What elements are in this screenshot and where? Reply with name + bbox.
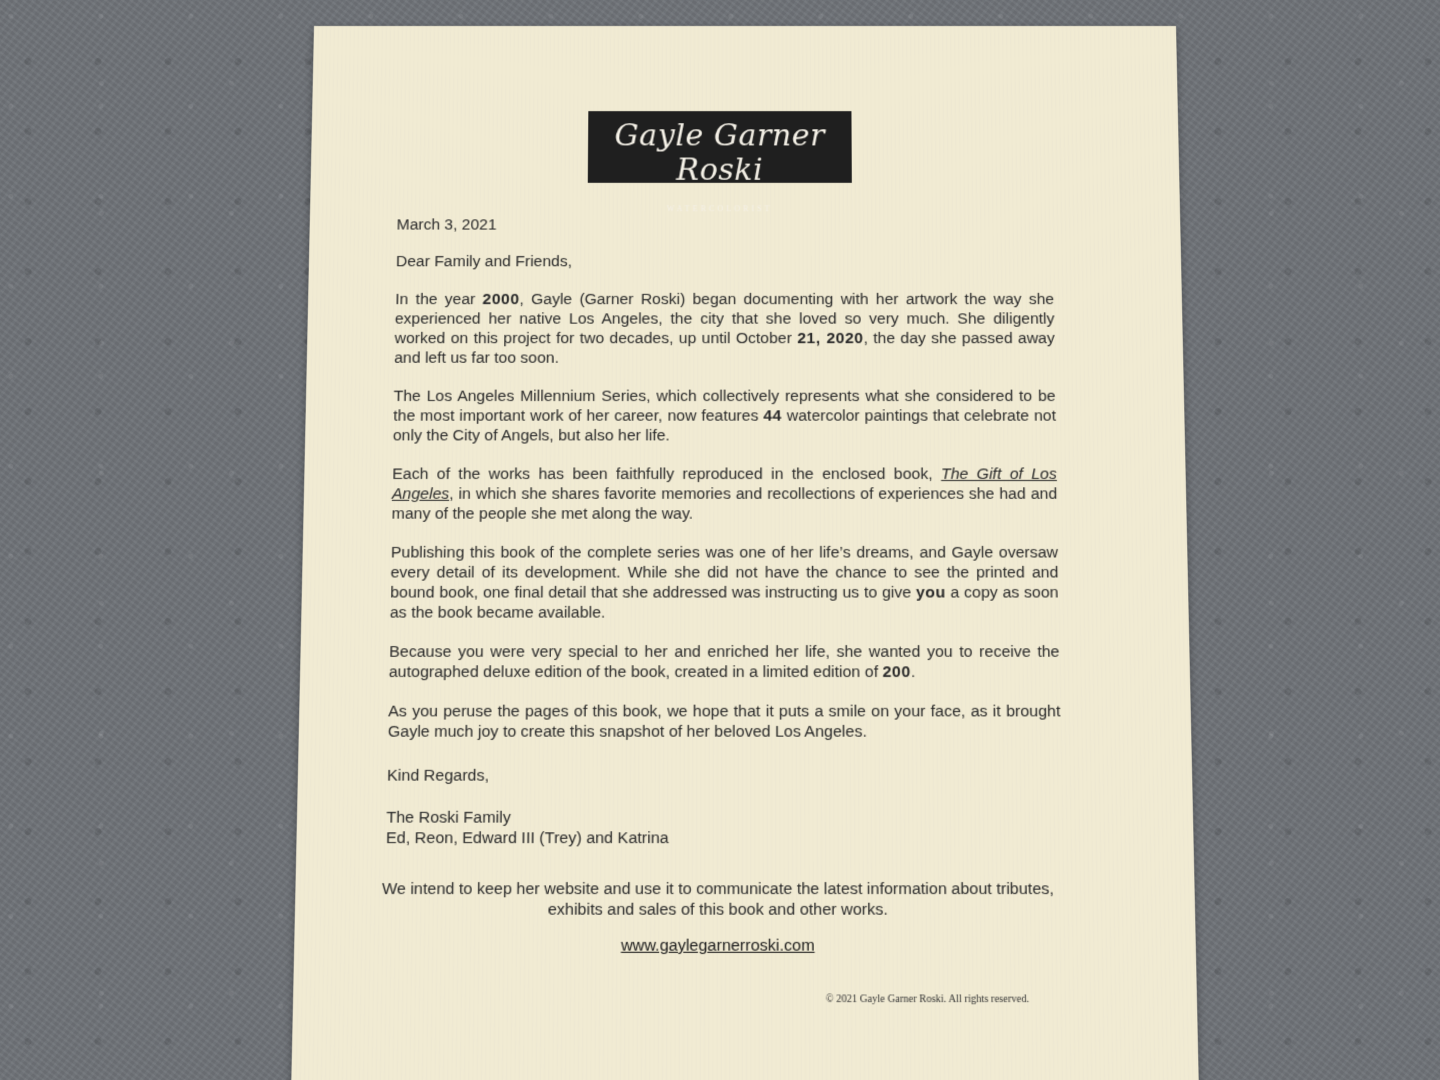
letter-closing: Kind Regards, [386,766,490,785]
p2-text-a: The Los Angeles Millennium Series, which collectively represents what she considered to be the most important work of her career, now features [393,387,1056,425]
paragraph-3 [391,464,1057,524]
paragraph-2 [393,387,1057,446]
p2-count: 44 [763,407,782,425]
copyright-notice: © 2021 Gayle Garner Roski. All rights reserved. [825,993,1030,1006]
paragraph-4 [390,543,1059,623]
letter-date: March 3, 2021 [396,216,497,234]
book-title: The Gift of Los Angeles [391,465,1057,503]
p5-text-a: Because you were very special to her and enriched her life, she wanted you to receive the autographed deluxe edition of the book, created in a limited edition of [388,642,1060,682]
p2-text-b: watercolor paintings that celebrate not only the City of Angels, but also her life. [392,407,1057,445]
p4-text-b: a copy as soon as the book became available. [389,583,1059,622]
footer-note: We intend to keep her website and use it to communicate the latest information about tributes, exhibits and sales of this book and other works. [381,879,1054,920]
p4-text-a: Publishing this book of the complete series was one of her life’s dreams, and Gayle oversaw every detail of its development. While she did not have the chance to see the printed and bound book, one final detail that she addressed was instructing us to give [390,543,1059,602]
p1-year: 2000 [482,290,520,309]
p5-edition: 200 [882,663,911,682]
website-link[interactable]: www.gaylegarnerroski.com [620,936,815,956]
letter-greeting: Dear Family and Friends, [395,252,573,271]
paragraph-5 [389,642,1060,682]
paragraph-6: As you peruse the pages of this book, we hope that it puts a smile on your face, as it brought Gayle much joy to create this snapshot of her beloved Los Angeles. [387,702,1061,741]
letter-body [386,215,1063,848]
letterhead-logo [588,111,852,214]
logo-name: Gayle Garner Roski [614,118,826,188]
p1-date: 21, 2020 [797,329,864,348]
signature-line-2: Ed, Reon, Edward III (Trey) and Katrina [385,829,669,848]
logo-subtitle: WATERCOLORIST [666,204,773,214]
paragraph-1 [394,290,1055,368]
p3-text-a: Each of the works has been faithfully reproduced in the enclosed book, [392,465,942,484]
p4-emphasis: you [915,583,946,602]
signature-block [386,808,1063,849]
p5-text-b: . [910,663,916,682]
signature-line-1: The Roski Family [386,808,511,827]
p1-text-a: In the year [395,290,483,309]
p1-text-c: , the day she passed away and left us far too soon. [394,329,1055,367]
letter-page [290,26,1200,1080]
p3-text-b: , in which she shares favorite memories and recollections of experiences she had and many of the people she met along the way. [391,485,1058,523]
p1-text-b: , Gayle (Garner Roski) began documenting with her artwork the way she experienced her native Los Angeles, the city that she loved so very much. She diligently worked on this project for two decades, up until October [394,290,1055,348]
